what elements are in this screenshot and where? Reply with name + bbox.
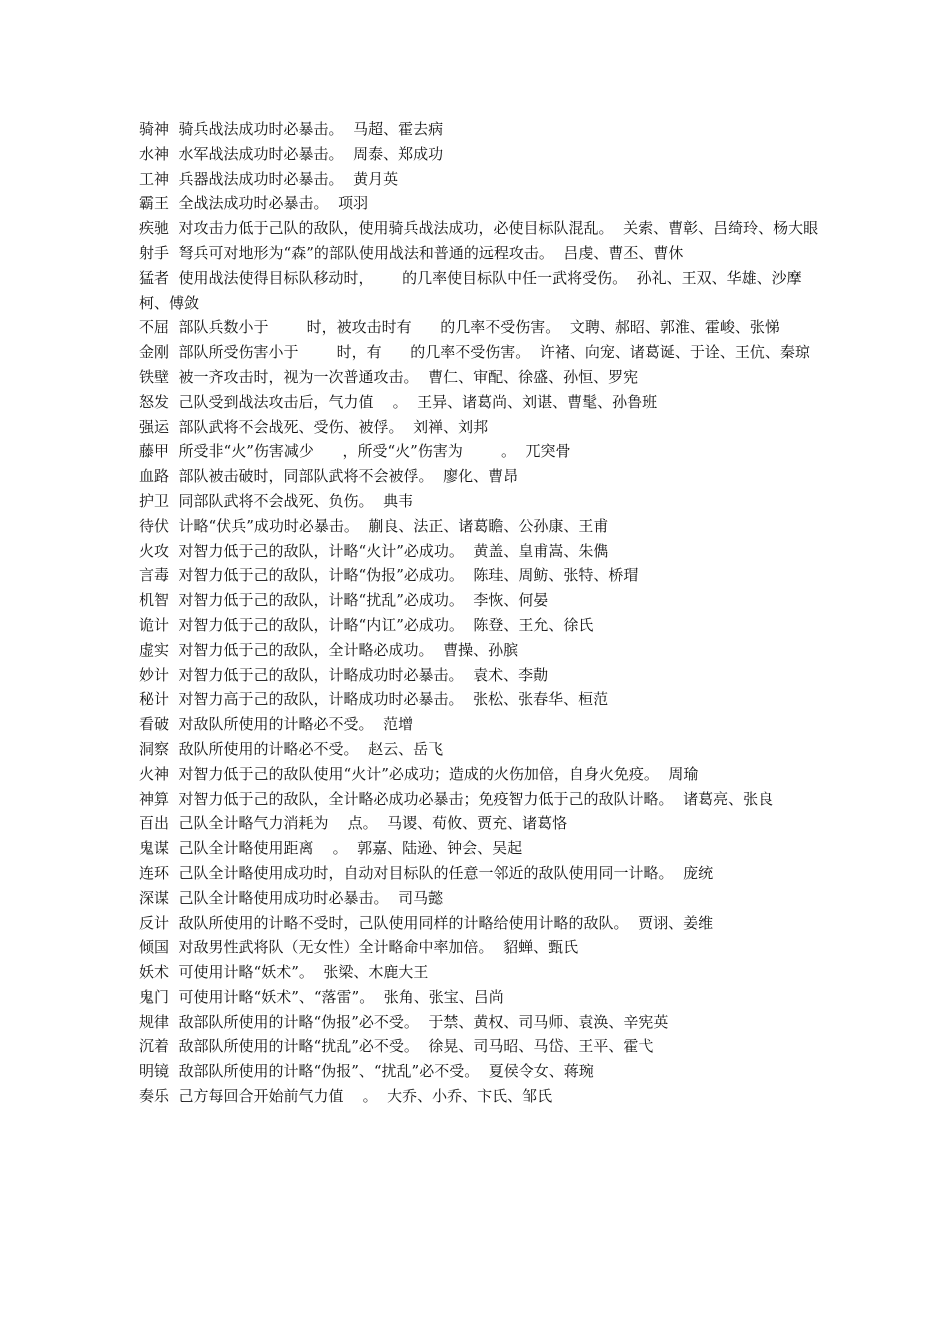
entry-line: 沉着 敌部队所使用的计略“扰乱”必不受。 徐晃、司马昭、马岱、王平、霍弋 — [139, 1037, 654, 1056]
entry-line: 机智 对智力低于己的敌队，计略“扰乱”必成功。 李恢、何晏 — [139, 591, 549, 610]
entry-line: 火神 对智力低于己的敌队使用“火计”必成功；造成的火伤加倍，自身火免疫。 周瑜 — [139, 764, 699, 783]
entry-line: 强运 部队武将不会战死、受伤、被俘。 刘禅、刘邦 — [139, 417, 489, 436]
entry-line: 倾国 对敌男性武将队（无女性）全计略命中率加倍。 貂蝉、甄氏 — [139, 938, 579, 957]
entry-line: 金刚 部队所受伤害小于 时，有 的几率不受伤害。 许褚、向宠、诸葛诞、于诠、王伉、秦琼 — [139, 343, 810, 362]
entry-line: 水神 水军战法成功时必暴击。 周泰、郑成功 — [139, 144, 444, 163]
entry-line: 神算 对智力低于己的敌队，全计略必成功必暴击；免疫智力低于己的敌队计略。 诸葛亮、张良 — [139, 789, 774, 808]
entry-line: 射手 弩兵可对地形为“森”的部队使用战法和普通的远程攻击。 吕虔、曹丕、曹休 — [139, 243, 684, 262]
entry-line: 反计 敌队所使用的计略不受时，己队使用同样的计略给使用计略的敌队。 贾诩、姜维 — [139, 913, 714, 932]
entry-line: 看破 对敌队所使用的计略必不受。 范增 — [139, 715, 414, 734]
entry-line: 明镜 敌部队所使用的计略“伪报”、“扰乱”必不受。 夏侯令女、蒋琬 — [139, 1062, 594, 1081]
entry-line: 铁壁 被一齐攻击时，视为一次普通攻击。 曹仁、审配、徐盛、孙恒、罗宪 — [139, 367, 639, 386]
entry-line: 言毒 对智力低于己的敌队，计略“伪报”必成功。 陈珪、周鲂、张特、桥瑁 — [139, 566, 639, 585]
entry-line: 血路 部队被击破时，同部队武将不会被俘。 廖化、曹昂 — [139, 467, 519, 486]
entry-line: 待伏 计略“伏兵”成功时必暴击。 蒯良、法正、诸葛瞻、公孙康、王甫 — [139, 516, 609, 535]
entry-line: 藤甲 所受非“火”伤害减少 ，所受“火”伤害为 。 兀突骨 — [139, 442, 571, 461]
entry-line: 不屈 部队兵数小于 时，被攻击时有 的几率不受伤害。 文聘、郝昭、郭淮、霍峻、张悌 — [139, 318, 780, 337]
entry-line: 连环 己队全计略使用成功时，自动对目标队的任意一邻近的敌队使用同一计略。 庞统 — [139, 863, 714, 882]
entry-line: 怒发 己队受到战法攻击后，气力值 。 王异、诸葛尚、刘谌、曹髦、孙鲁班 — [139, 392, 658, 411]
entry-line: 霸王 全战法成功时必暴击。 项羽 — [139, 194, 369, 213]
entry-line: 虚实 对智力低于己的敌队，全计略必成功。 曹操、孙膑 — [139, 640, 519, 659]
entry-line: 疾驰 对攻击力低于己队的敌队，使用骑兵战法成功，必使目标队混乱。 关索、曹彰、吕绮玲、杨大眼 — [139, 219, 819, 238]
entry-line: 秘计 对智力高于己的敌队，计略成功时必暴击。 张松、张春华、桓范 — [139, 690, 609, 709]
entry-line: 护卫 同部队武将不会战死、负伤。 典韦 — [139, 491, 414, 510]
entry-line: 火攻 对智力低于己的敌队，计略“火计”必成功。 黄盖、皇甫嵩、朱儁 — [139, 541, 609, 560]
entry-line: 工神 兵器战法成功时必暴击。 黄月英 — [139, 169, 399, 188]
entry-line: 诡计 对智力低于己的敌队，计略“内讧”必成功。 陈登、王允、徐氏 — [139, 615, 594, 634]
entry-line: 骑神 骑兵战法成功时必暴击。 马超、霍去病 — [139, 120, 444, 138]
entry-line: 妙计 对智力低于己的敌队，计略成功时必暴击。 袁术、李勣 — [139, 665, 549, 684]
document-body — [139, 117, 819, 1109]
entry-line: 猛者 使用战法使得目标队移动时， 的几率使目标队中任一武将受伤。 孙礼、王双、华雄、沙摩柯、傅敛 — [139, 268, 802, 312]
entry-line: 深谋 己队全计略使用成功时必暴击。 司马懿 — [139, 888, 444, 907]
entry-line: 规律 敌部队所使用的计略“伪报”必不受。 于禁、黄权、司马师、袁涣、辛宪英 — [139, 1012, 669, 1031]
entry-line: 奏乐 己方每回合开始前气力值 。 大乔、小乔、卞氏、邹氏 — [139, 1087, 553, 1106]
entry-line: 鬼谋 己队全计略使用距离 。 郭嘉、陆逊、钟会、吴起 — [139, 839, 523, 858]
entry-line: 鬼门 可使用计略“妖术”、“落雷”。 张角、张宝、吕尚 — [139, 987, 504, 1006]
entry-line: 百出 己队全计略气力消耗为 点。 马谡、荀攸、贾充、诸葛恪 — [139, 814, 568, 833]
entry-line: 妖术 可使用计略“妖术”。 张梁、木鹿大王 — [139, 963, 429, 982]
entry-line: 洞察 敌队所使用的计略必不受。 赵云、岳飞 — [139, 739, 444, 758]
